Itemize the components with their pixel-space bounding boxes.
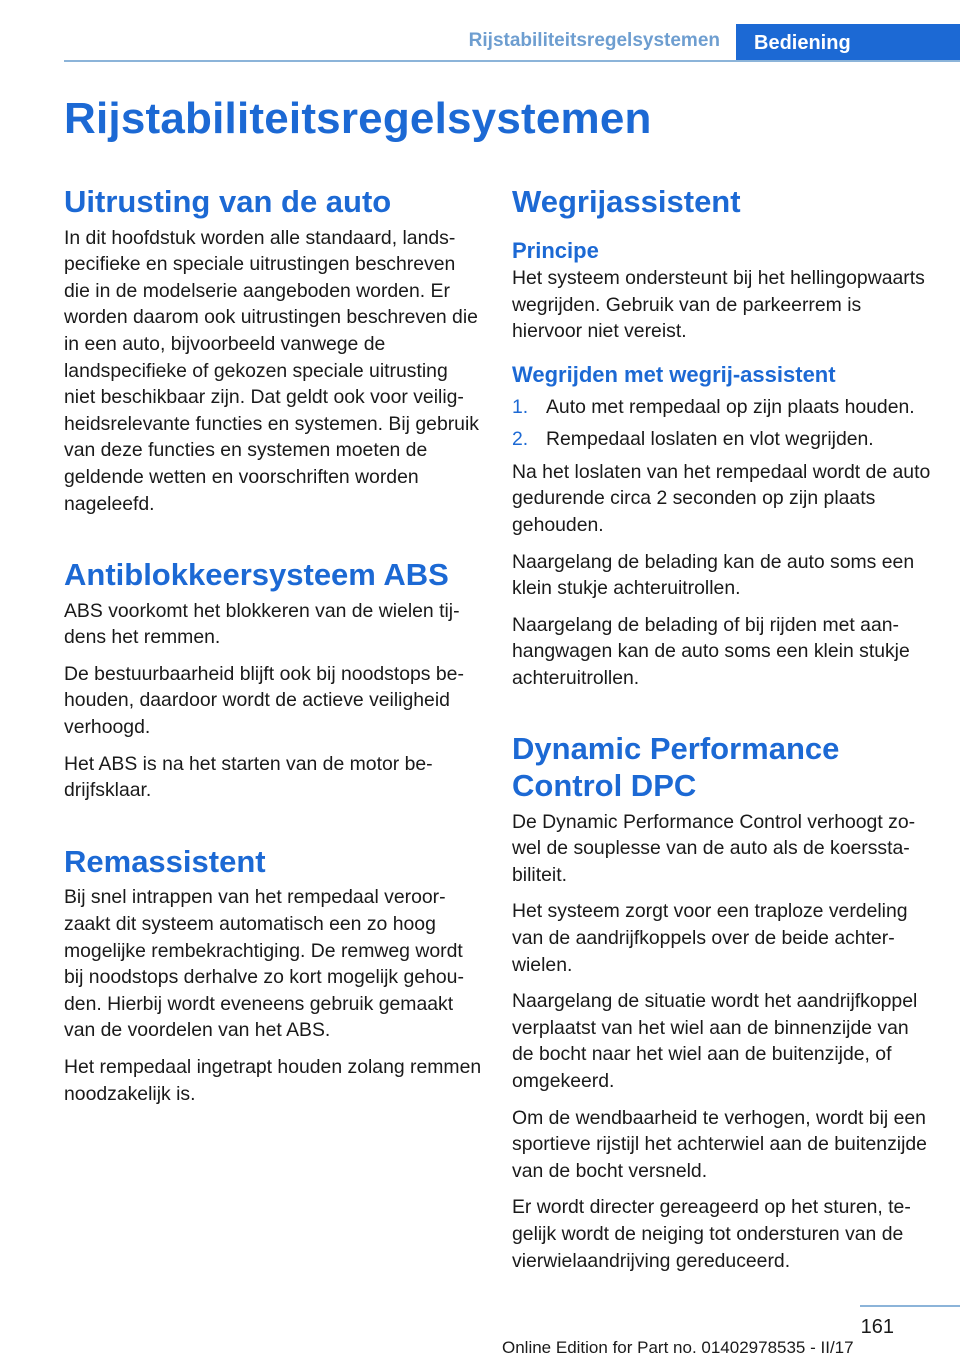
list-item — [512, 394, 932, 421]
list-item — [512, 426, 932, 453]
paragraph: Bij snel intrappen van het rempedaal veroorzaakt dit systeem automatisch een zo hoog mogelijke rembekrachtiging. De remweg wordt bij noodstops derhalve zo kort mogelijk gehouden. Hierbij wordt eveneens gebruik gemaakt van de voordelen van het ABS. — [64, 886, 464, 1042]
edition-note: Online Edition for Part no. 01402978535 - II/17 — [502, 1338, 854, 1357]
page-number: 161 — [860, 1316, 894, 1338]
step-number: 1. — [512, 395, 529, 418]
paragraph: De bestuurbaarheid blijft ook bij noodstops behouden, daardoor wordt de actieve veiligheid verhoogd. — [64, 662, 464, 739]
paragraph: Na het loslaten van het rempedaal wordt de auto gedurende circa 2 seconden op zijn plaats gehouden. — [512, 460, 931, 536]
paragraph: ABS voorkomt het blokkeren van de wielen tijdens het remmen. — [64, 599, 460, 649]
paragraph: Er wordt directer gereageerd op het sturen, tegelijk wordt de neiging tot ondersturen van de vierwielaandrijving gereduceerd. — [512, 1196, 911, 1272]
header-section-title: Rijstabiliteitsregelsystemen — [468, 30, 720, 51]
section-heading-remassistent: Remassistent — [64, 843, 266, 879]
header-chapter-tab[interactable]: Bediening — [736, 24, 960, 60]
page-title: Rijstabiliteitsregelsystemen — [64, 94, 652, 143]
left-column — [64, 184, 484, 1107]
paragraph: Het systeem zorgt voor een traploze verdeling van de aandrijfkoppels over de beide achterwielen. — [512, 900, 908, 976]
step-number: 2. — [512, 428, 529, 451]
section-heading-dpc: Dynamic Performance Control DPC — [512, 731, 840, 804]
step-text: Rempedaal loslaten en vlot wegrijden. — [546, 428, 874, 451]
paragraph: Naargelang de situatie wordt het aandrijfkoppel verplaatst van het wiel aan de binnenzijde van de bocht naar het wiel aan de buitenzijde, of omgekeerd. — [512, 990, 918, 1092]
paragraph: Naargelang de belading kan de auto soms een klein stukje achteruitrollen. — [512, 550, 915, 600]
paragraph: Om de wendbaarheid te verhogen, wordt bij een sportieve rijstijl het achterwiel aan de buitenzijde van de bocht versneld. — [512, 1106, 927, 1182]
section-heading-uitrusting: Uitrusting van de auto — [64, 184, 392, 219]
paragraph: Het rempedaal ingetrapt houden zolang remmen noodzakelijk is. — [64, 1055, 482, 1105]
paragraph: Het ABS is na het starten van de motor bedrijfsklaar. — [64, 752, 433, 802]
subheading-wegrijden: Wegrijden met wegrij-assistent — [512, 361, 836, 387]
subheading-principe: Principe — [512, 237, 599, 263]
step-text: Auto met rempedaal op zijn plaats houden. — [546, 395, 915, 418]
steps-list — [512, 394, 932, 453]
paragraph: Naargelang de belading of bij rijden met aanhangwagen kan de auto soms een klein stukje achteruitrollen. — [512, 613, 910, 689]
paragraph: Het systeem ondersteunt bij het hellingopwaarts wegrijden. Gebruik van de parkeerrem is hiervoor niet vereist. — [512, 267, 925, 343]
right-column — [512, 184, 932, 1274]
paragraph: De Dynamic Performance Control verhoogt zowel de souplesse van de auto als de koersstabiliteit. — [512, 810, 916, 886]
section-heading-abs: Antiblokkeersysteem ABS — [64, 557, 449, 593]
footer-divider — [860, 1305, 960, 1307]
paragraph: In dit hoofdstuk worden alle standaard, landspecifieke en speciale uitrustingen beschreven die in de modelserie aangeboden worden. Er worden daarom ook uitrustingen beschreven die in een auto, bijvoorbeeld vanwege de landspecifieke of gekozen speciale uitrusting niet beschikbaar zijn. Dat geldt ook voor veiligheidsrelevante functies en systemen. Bij gebruik van deze functies en systemen moeten de geldende wetten en voorschriften worden nageleefd. — [64, 226, 479, 515]
section-heading-wegrijassistent: Wegrijassistent — [512, 184, 741, 219]
header-divider — [64, 60, 960, 62]
